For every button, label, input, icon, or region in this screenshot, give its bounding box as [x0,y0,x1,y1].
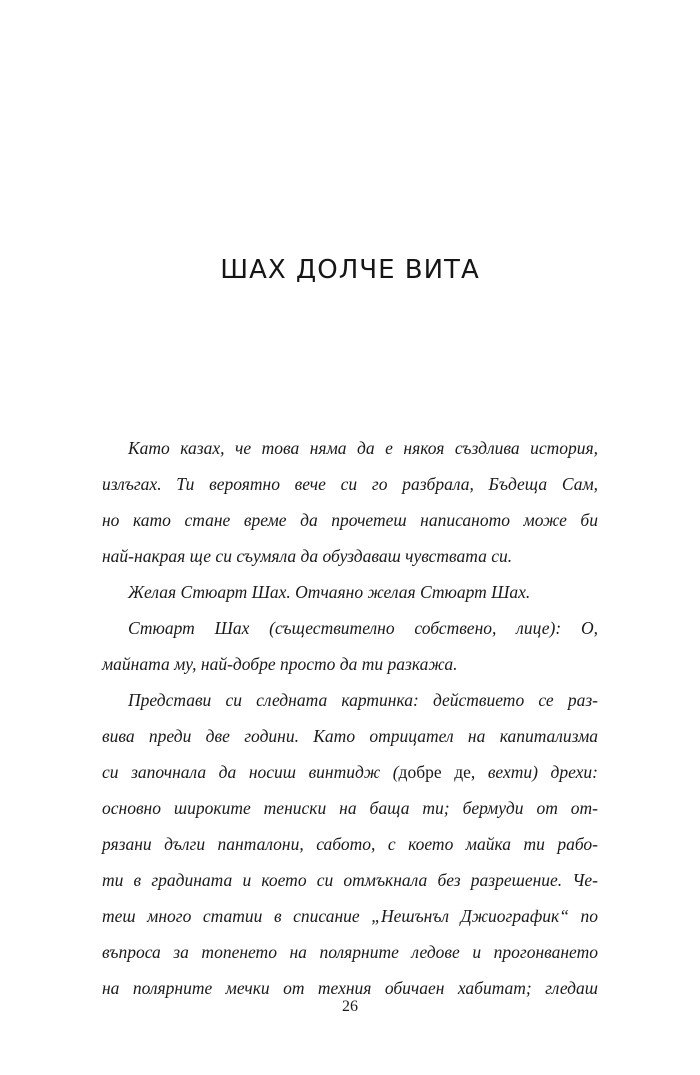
text-line-3: но като стане време да прочетеш написаното може би [102,510,598,530]
chapter-title: ШАХ ДОЛЧЕ ВИТА [220,255,480,286]
text-line-8: Представи си следната картинка: действието се раз- [128,690,598,710]
text-line-13: ти в градината и което си отмъкнала без разрешение. Че- [102,870,598,890]
text-line-15: въпроса за топенето на полярните ледове и прогонването [102,942,598,962]
text-line-4: най-накрая ще си съумяла да обуздаваш чувствата си. [102,546,513,566]
text-line-10-upright: добре де, [398,762,476,782]
text-line-12: рязани дълги панталони, сабото, с което майка ти рабо- [102,834,598,854]
text-line-7: майната му, най-добре просто да ти разкажа. [102,654,458,674]
page-number: 26 [342,998,358,1015]
text-line-1: Като казах, че това няма да е някоя създлива история, [128,438,598,458]
text-line-10-part-a: си започнала да носиш винтидж ( [102,762,399,782]
text-line-14: теш много статии в списание „Нешънъл Джиографик“ по [102,906,598,926]
text-line-16: на полярните мечки от техния обичаен хабитат; гледаш [102,978,598,998]
text-line-6: Стюарт Шах (съществително собствено, лице): О, [128,618,598,638]
text-line-11: основно широките тениски на баща ти; бермуди от от- [102,798,598,818]
text-line-10 [102,754,598,790]
text-line-2: излъгах. Ти вероятно вече си го разбрала, Бъдеща Сам, [102,474,598,494]
text-line-9: вива преди две години. Като отрицател на капитализма [102,726,598,746]
text-line-5: Желая Стюарт Шах. Отчаяно желая Стюарт Шах. [128,582,531,602]
text-line-10-part-c: вехти) дрехи: [475,762,599,782]
